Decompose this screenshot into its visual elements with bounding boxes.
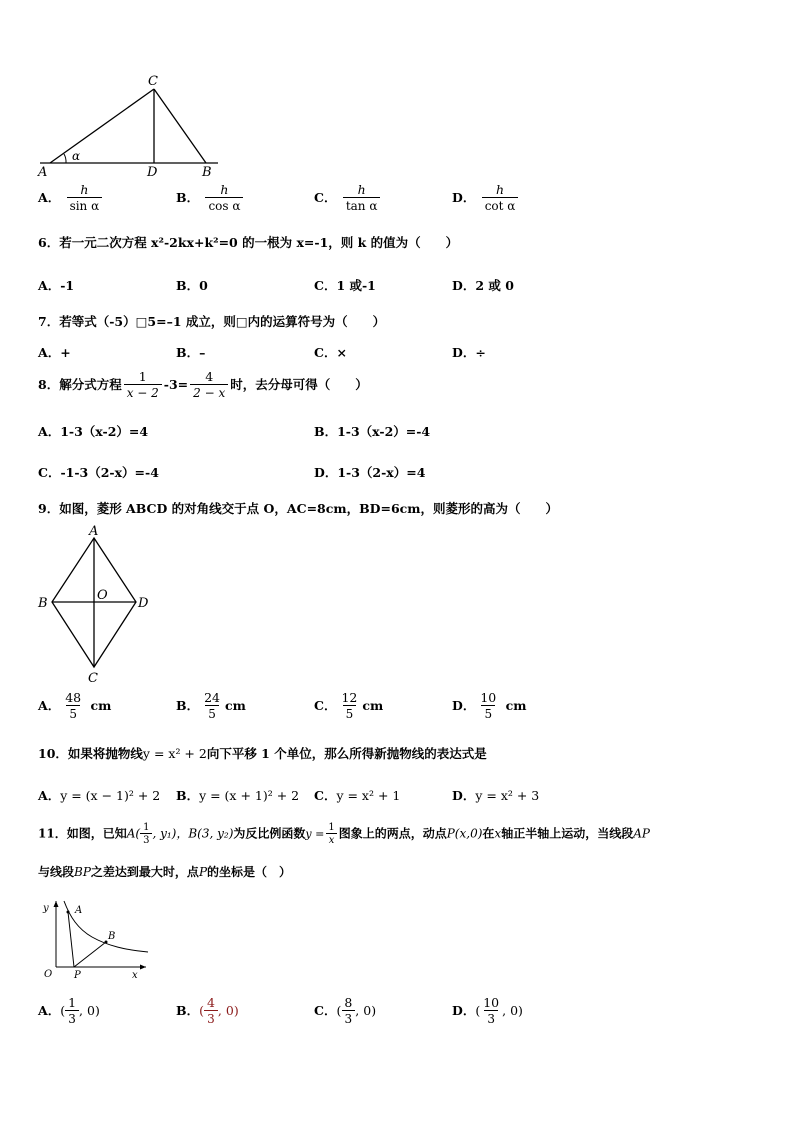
q6-option-d[interactable]: D．2 或 0 bbox=[452, 278, 514, 293]
q7-option-b[interactable]: B．– bbox=[176, 345, 206, 360]
q11-stem-line2: 与线段BP之差达到最大时，点P的坐标是（ ） bbox=[38, 865, 292, 879]
fraction: $\frac{1}{x}$ bbox=[325, 822, 337, 846]
label-x: x bbox=[132, 970, 138, 981]
q6-option-b[interactable]: B．0 bbox=[176, 278, 208, 293]
label-B: B bbox=[108, 931, 116, 942]
option-label: D． bbox=[452, 190, 476, 205]
label-alpha: α bbox=[72, 149, 81, 163]
q5-option-d[interactable] bbox=[452, 183, 520, 214]
q9-option-d[interactable]: D． $\frac{10}{5}$ cm bbox=[452, 690, 527, 721]
q6-stem: 6．若一元二次方程 x²-2kx+k²=0 的一根为 x=-1，则 k 的值为（ ） bbox=[38, 235, 459, 250]
fraction: $\frac{12}{5}$ bbox=[341, 690, 358, 721]
option-label: A． bbox=[38, 190, 61, 205]
label-C: C bbox=[88, 671, 98, 686]
q10-option-a[interactable]: A．y = (x − 1)² + 2 bbox=[38, 788, 161, 803]
label-C: C bbox=[148, 74, 158, 89]
q5-option-c[interactable] bbox=[314, 183, 382, 214]
label-y: y bbox=[43, 903, 49, 914]
q9-stem: 9．如图，菱形 ABCD 的对角线交于点 O，AC=8cm，BD=6cm，则菱形的高为（ ） bbox=[38, 501, 558, 516]
q8-stem: 8．解分式方程 $\frac{1}{x - 2}$ -3= $\frac{4}{2 - x}$ 时，去分母可得（ ） bbox=[38, 369, 368, 400]
label-B: B bbox=[202, 165, 212, 180]
label-O: O bbox=[97, 588, 108, 603]
fraction: $\frac{1}{3}$ bbox=[140, 822, 152, 846]
fraction-2: $\frac{4}{2 - x}$ bbox=[190, 370, 228, 401]
q10-option-b[interactable]: B．y = (x + 1)² + 2 bbox=[176, 788, 300, 803]
label-A: A bbox=[75, 905, 83, 916]
q7-option-c[interactable]: C．× bbox=[314, 345, 347, 360]
hyperbola-figure bbox=[36, 895, 156, 985]
fraction: $\frac{h}{\text{tan α}}$ bbox=[343, 183, 381, 214]
label-P: P bbox=[74, 970, 81, 981]
q8-option-a[interactable]: A．1-3（x-2）=4 bbox=[38, 424, 149, 439]
q9-option-a[interactable]: A． $\frac{48}{5}$ cm bbox=[38, 690, 112, 721]
q11-option-d[interactable]: D．( $\frac{10}{3}$ , 0) bbox=[452, 995, 523, 1026]
fraction: $\frac{h}{\text{cos α}}$ bbox=[205, 183, 243, 214]
q7-option-a[interactable]: A．+ bbox=[38, 345, 71, 360]
q11-option-b[interactable]: B．( $\frac{4}{3}$ , 0) bbox=[176, 995, 239, 1026]
fraction: $\frac{10}{5}$ bbox=[480, 690, 497, 721]
q10-option-d[interactable]: D．y = x² + 3 bbox=[452, 788, 540, 803]
q9-option-c[interactable]: C． $\frac{12}{5}$ cm bbox=[314, 690, 384, 721]
q10-option-c[interactable]: C．y = x² + 1 bbox=[314, 788, 401, 803]
fraction: $\frac{8}{3}$ bbox=[341, 996, 355, 1027]
fraction: $\frac{h}{\text{sin α}}$ bbox=[67, 183, 103, 214]
rhombus-figure bbox=[36, 522, 156, 687]
option-label: B． bbox=[176, 190, 200, 205]
q11-option-c[interactable]: C．( $\frac{8}{3}$ , 0) bbox=[314, 995, 377, 1026]
q9-option-b[interactable]: B． $\frac{24}{5}$ cm bbox=[176, 690, 246, 721]
fraction: $\frac{1}{3}$ bbox=[65, 996, 79, 1027]
q11-option-a[interactable]: A．( $\frac{1}{3}$ , 0) bbox=[38, 995, 100, 1026]
fraction: $\frac{4}{3}$ bbox=[204, 996, 218, 1027]
fraction: $\frac{10}{3}$ bbox=[483, 995, 500, 1026]
q8-option-d[interactable]: D．1-3（2-x）=4 bbox=[314, 465, 426, 480]
label-O: O bbox=[44, 969, 53, 980]
q8-option-b[interactable]: B．1-3（x-2）=-4 bbox=[314, 424, 431, 439]
q5-option-b[interactable] bbox=[176, 183, 245, 214]
triangle-figure bbox=[36, 70, 226, 180]
q7-option-d[interactable]: D．÷ bbox=[452, 345, 486, 360]
q8-option-c[interactable]: C．-1-3（2-x）=-4 bbox=[38, 465, 159, 480]
q10-stem: 10．如果将抛物线y = x² + 2向下平移 1 个单位，那么所得新抛物线的表达式是 bbox=[38, 746, 487, 761]
q6-option-a[interactable]: A．-1 bbox=[38, 278, 75, 293]
option-label: C． bbox=[314, 190, 337, 205]
fraction-1: $\frac{1}{x - 2}$ bbox=[124, 370, 162, 401]
label-D: D bbox=[147, 165, 158, 180]
label-D: D bbox=[138, 596, 149, 611]
fraction: $\frac{24}{5}$ bbox=[204, 690, 220, 721]
q7-stem: 7．若等式（-5）□5=–1 成立，则□内的运算符号为（ ） bbox=[38, 314, 386, 329]
q6-option-c[interactable]: C．1 或-1 bbox=[314, 278, 376, 293]
fraction: $\frac{48}{5}$ bbox=[65, 690, 82, 721]
q11-stem-line1: 11．如图，已知A( $\frac{1}{3}$ , y₁)，B(3, y₂)为反比例函数y = $\frac{1}{x}$ 图象上的两点，动点P(x,0)在x轴正半轴上运动，当线段AP bbox=[38, 822, 650, 846]
label-A: A bbox=[89, 524, 99, 539]
label-B: B bbox=[38, 596, 48, 611]
q5-option-a[interactable] bbox=[38, 183, 104, 214]
label-A: A bbox=[38, 165, 48, 180]
fraction: $\frac{h}{\text{cot α}}$ bbox=[482, 183, 519, 214]
